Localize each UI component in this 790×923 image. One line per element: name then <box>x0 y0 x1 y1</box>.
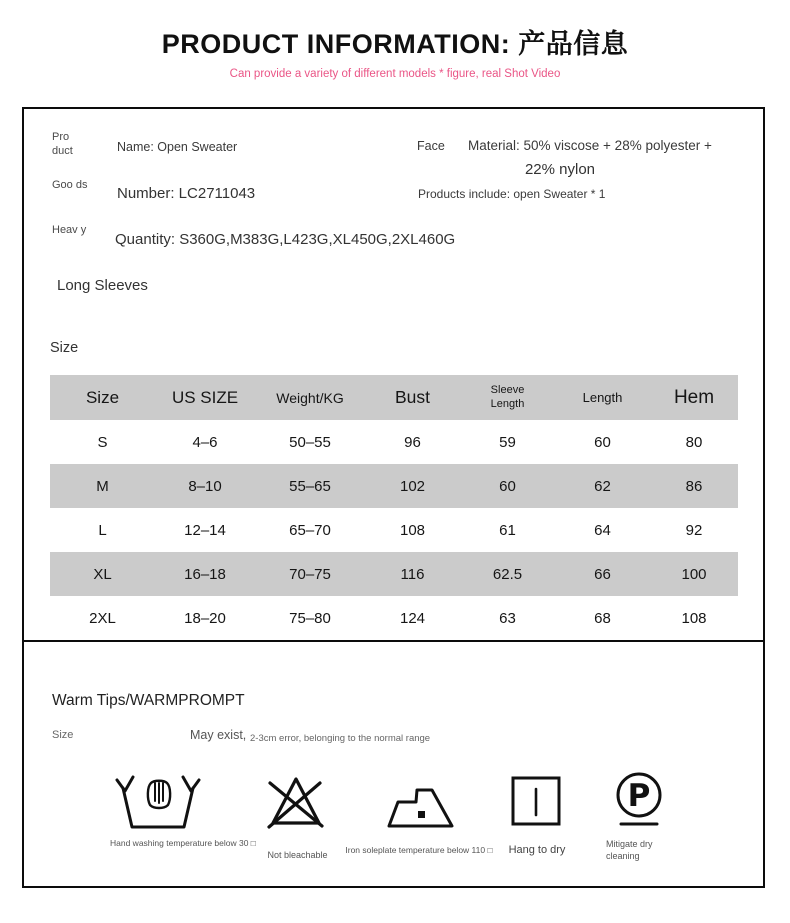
hang-dry-icon <box>506 771 566 831</box>
table-row <box>50 420 738 464</box>
cell-bust: 116 <box>400 565 425 583</box>
size-table <box>50 375 738 640</box>
cell-bust: 102 <box>399 477 426 495</box>
goods-row-label: Goo ds <box>52 179 88 191</box>
cell-length: 68 <box>594 609 611 627</box>
cell-hem: 92 <box>685 521 703 539</box>
size-section-label: Size <box>50 340 79 356</box>
product-name: Name: Open Sweater <box>117 140 238 154</box>
size-table-header <box>50 375 738 420</box>
cell-us-size: 8–10 <box>188 477 222 495</box>
cell-sleeve-length: 61 <box>499 521 516 539</box>
cell-length: 60 <box>594 433 611 451</box>
cell-us-size: 4–6 <box>192 433 218 451</box>
cell-size: L <box>98 521 107 539</box>
cell-sleeve-length: 59 <box>499 433 516 451</box>
page-title: PRODUCT INFORMATION: 产品信息 <box>161 29 629 59</box>
heavy-row-label: Heav y <box>52 224 87 236</box>
col-header-sleeve-length <box>460 384 555 410</box>
cell-length: 64 <box>594 521 611 539</box>
product-number: Number: LC2711043 <box>117 185 256 202</box>
col-header-length: Length <box>582 390 623 405</box>
cell-us-size: 16–18 <box>184 565 226 583</box>
cell-weight: 75–80 <box>289 609 331 627</box>
cell-hem: 100 <box>681 565 707 583</box>
cell-sleeve-length: 62.5 <box>492 565 523 583</box>
cell-sleeve-length: 63 <box>499 609 516 627</box>
cell-us-size: 12–14 <box>184 521 226 539</box>
sleeve-type: Long Sleeves <box>57 277 148 294</box>
cell-weight: 55–65 <box>289 477 331 495</box>
page-subtitle: Can provide a variety of different models * figure, real Shot Video <box>229 68 561 80</box>
product-quantity: Quantity: S360G,M383G,L423G,XL450G,2XL460G <box>115 231 456 248</box>
care-label-no-bleach: Not bleachable <box>267 850 328 860</box>
cell-hem: 80 <box>685 433 703 451</box>
cell-hem: 108 <box>681 609 707 627</box>
cell-length: 62 <box>594 477 611 495</box>
cell-weight: 70–75 <box>289 565 331 583</box>
warm-tips-title: Warm Tips/WARMPROMPT <box>52 692 245 709</box>
care-label-dry-clean: Mitigate dry cleaning <box>606 839 653 861</box>
svg-text:P: P <box>627 778 651 814</box>
table-row <box>50 596 738 640</box>
no-bleach-icon <box>264 771 328 833</box>
warm-tips-note-detail: 2-3cm error, belonging to the normal range <box>250 733 431 744</box>
dry-clean-icon <box>608 768 670 832</box>
care-label-iron-low: Iron soleplate temperature below 110 □ <box>345 845 493 855</box>
col-header-bust: Bust <box>394 387 431 407</box>
col-header-us-size: US SIZE <box>171 387 239 407</box>
cell-bust: 108 <box>399 521 426 539</box>
cell-weight: 50–55 <box>289 433 331 451</box>
cell-bust: 124 <box>399 609 426 627</box>
warm-tips-size-label: Size <box>52 729 74 741</box>
cell-weight: 65–70 <box>289 521 331 539</box>
section-divider <box>22 640 765 642</box>
warm-tips-note: May exist, <box>190 728 247 742</box>
face-label: Face <box>417 139 445 153</box>
care-label-hand-wash: Hand washing temperature below 30 □ <box>110 838 256 848</box>
col-header-hem: Hem <box>673 386 715 408</box>
product-row-label: Pro duct <box>52 131 73 157</box>
cell-sleeve-length: 60 <box>499 477 516 495</box>
material-line1: Material: 50% viscose + 28% polyester + <box>468 138 712 153</box>
cell-size: S <box>97 433 108 451</box>
table-row <box>50 552 738 596</box>
material-line2: 22% nylon <box>524 161 596 178</box>
col-header-size: Size <box>85 387 120 407</box>
products-include: Products include: open Sweater * 1 <box>418 187 606 201</box>
table-row <box>50 464 738 508</box>
cell-us-size: 18–20 <box>184 609 226 627</box>
cell-size: 2XL <box>89 609 116 627</box>
table-row <box>50 508 738 552</box>
cell-length: 66 <box>594 565 611 583</box>
cell-size: XL <box>93 565 112 583</box>
hand-wash-icon <box>112 771 204 833</box>
iron-low-icon <box>383 777 457 831</box>
cell-size: M <box>96 477 109 495</box>
col-header-sleeve-length-text: Sleeve Length <box>490 384 525 410</box>
cell-bust: 96 <box>404 433 421 451</box>
cell-hem: 86 <box>685 477 703 495</box>
col-header-weight: Weight/KG <box>276 389 344 406</box>
care-label-hang-dry: Hang to dry <box>508 844 566 856</box>
